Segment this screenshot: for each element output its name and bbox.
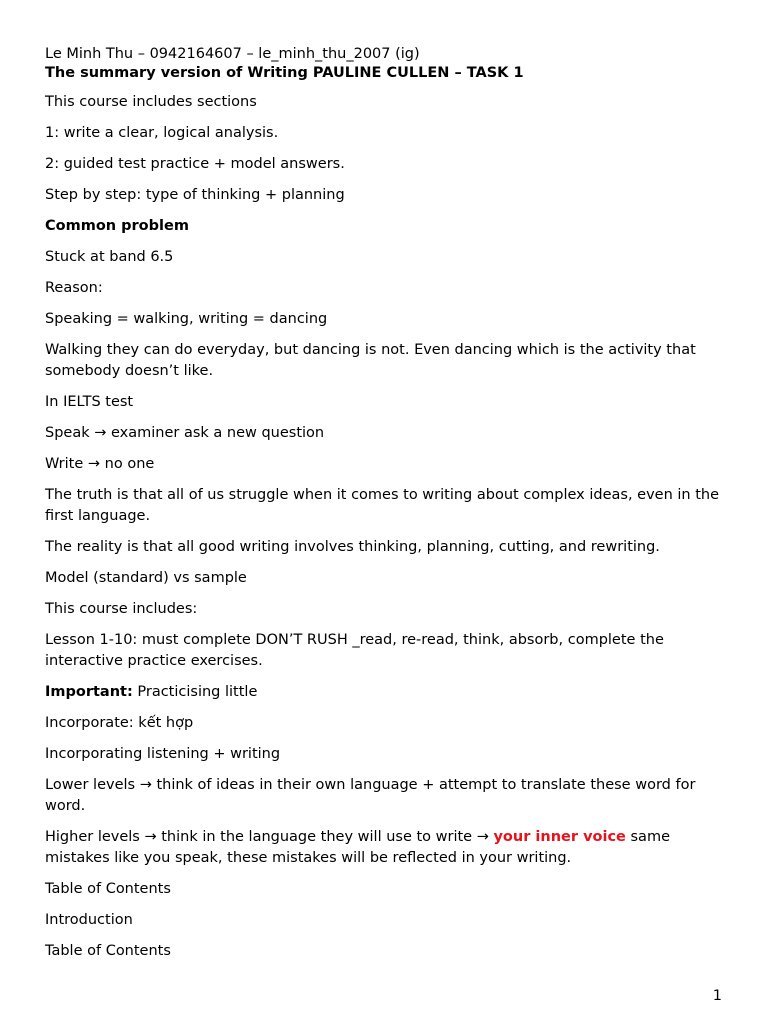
toc-heading: Table of Contents xyxy=(45,881,171,897)
paragraph: Model (standard) vs sample xyxy=(45,570,247,586)
page-number: 1 xyxy=(712,988,722,1004)
inner-voice-highlight: your inner voice xyxy=(493,829,626,845)
paragraph-important xyxy=(45,682,725,703)
paragraph: Lesson 1-10: must complete DON’T RUSH _read, re-read, think, absorb, complete the interactive practice exercises. xyxy=(45,632,664,669)
paragraph-inner-voice xyxy=(45,827,725,869)
important-text: Practicising little xyxy=(132,684,258,700)
author-line: Le Minh Thu – 0942164607 – le_minh_thu_2007 (ig) xyxy=(45,46,420,62)
paragraph: Lower levels → think of ideas in their own language + attempt to translate these word for word. xyxy=(45,777,696,814)
document-page xyxy=(45,45,725,972)
inner-voice-start: Higher levels → think in the language they will use to write → xyxy=(45,829,494,845)
paragraph: Incorporate: kết hợp xyxy=(45,715,194,731)
important-label: Important: xyxy=(45,684,133,700)
section-heading: Common problem xyxy=(45,218,189,234)
paragraph: The truth is that all of us struggle when it comes to writing about complex ideas, even in the first language. xyxy=(45,487,720,524)
paragraph: Speaking = walking, writing = dancing xyxy=(45,311,328,327)
document-title: The summary version of Writing PAULINE CULLEN – TASK 1 xyxy=(45,65,524,81)
paragraph: The reality is that all good writing involves thinking, planning, cutting, and rewriting. xyxy=(45,539,660,555)
paragraph: 2: guided test practice + model answers. xyxy=(45,156,345,172)
paragraph: Walking they can do everyday, but dancing is not. Even dancing which is the activity that somebody doesn’t like. xyxy=(45,342,696,379)
paragraph: In IELTS test xyxy=(45,394,134,410)
paragraph: Step by step: type of thinking + planning xyxy=(45,187,345,203)
paragraph: Incorporating listening + writing xyxy=(45,746,281,762)
paragraph: 1: write a clear, logical analysis. xyxy=(45,125,279,141)
inner-voice-end: same mistakes like you speak, these mistakes will be reflected in your writing. xyxy=(45,829,670,866)
paragraph: This course includes: xyxy=(45,601,198,617)
paragraph: Write → no one xyxy=(45,456,155,472)
paragraph: Speak → examiner ask a new question xyxy=(45,425,325,441)
paragraph: This course includes sections xyxy=(45,94,257,110)
toc-heading: Table of Contents xyxy=(45,943,171,959)
paragraph: Introduction xyxy=(45,912,133,928)
paragraph: Stuck at band 6.5 xyxy=(45,249,174,265)
paragraph: Reason: xyxy=(45,280,103,296)
